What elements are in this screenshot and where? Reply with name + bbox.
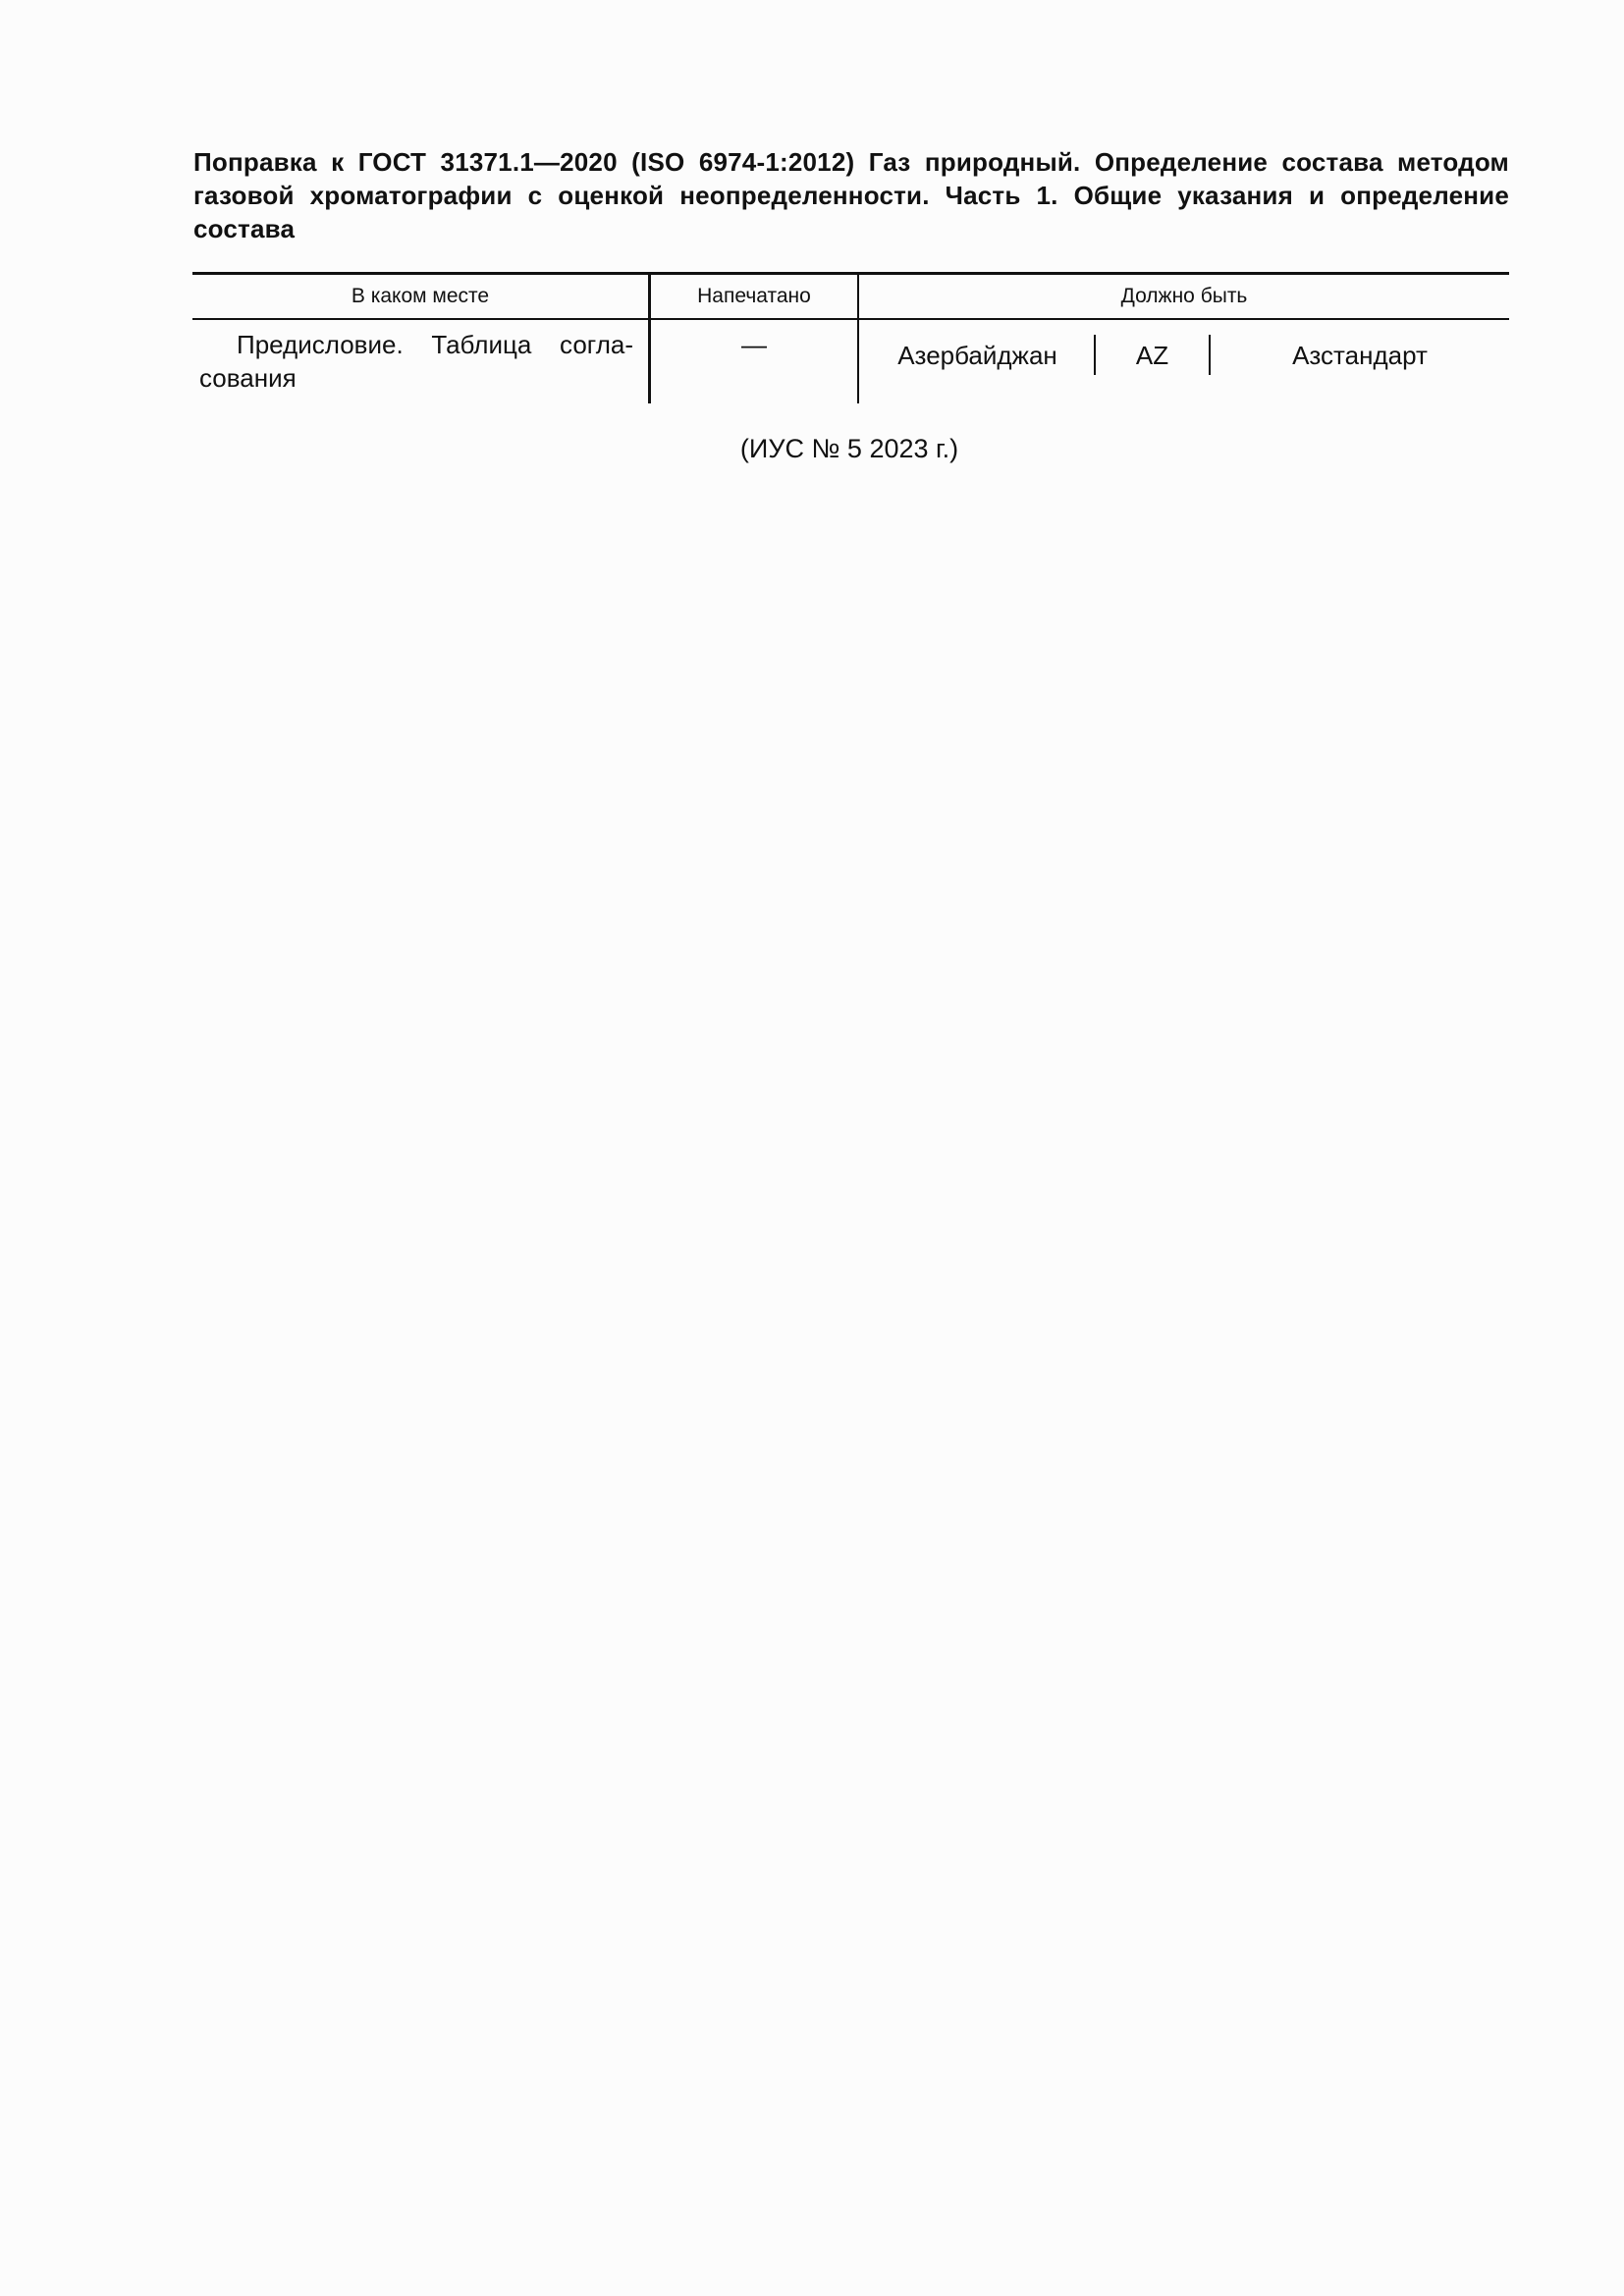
header-place: В каком месте	[351, 285, 490, 307]
header-printed: Напечатано	[697, 285, 811, 307]
table-header-rule	[192, 318, 1509, 320]
cell-country: Азербайджан	[897, 340, 1057, 370]
correction-table	[192, 272, 1509, 403]
header-should-be: Должно быть	[1120, 285, 1248, 307]
publication-reference	[0, 432, 1624, 465]
cell-printed: —	[741, 330, 767, 359]
publication-reference-text: (ИУС № 5 2023 г.)	[739, 434, 959, 463]
document-title: Поправка к ГОСТ 31371.1—2020 (ISO 6974-1:2012) Газ природный. Определение состава методом газовой хроматографии с оценкой неопределенности. Часть 1. Общие указания и определение состава	[193, 147, 1509, 243]
cell-standards-body: Азстандарт	[1292, 340, 1428, 370]
cell-country-code: AZ	[1135, 340, 1169, 370]
cell-place: Предисловие. Таблица согла-сования	[199, 330, 633, 393]
